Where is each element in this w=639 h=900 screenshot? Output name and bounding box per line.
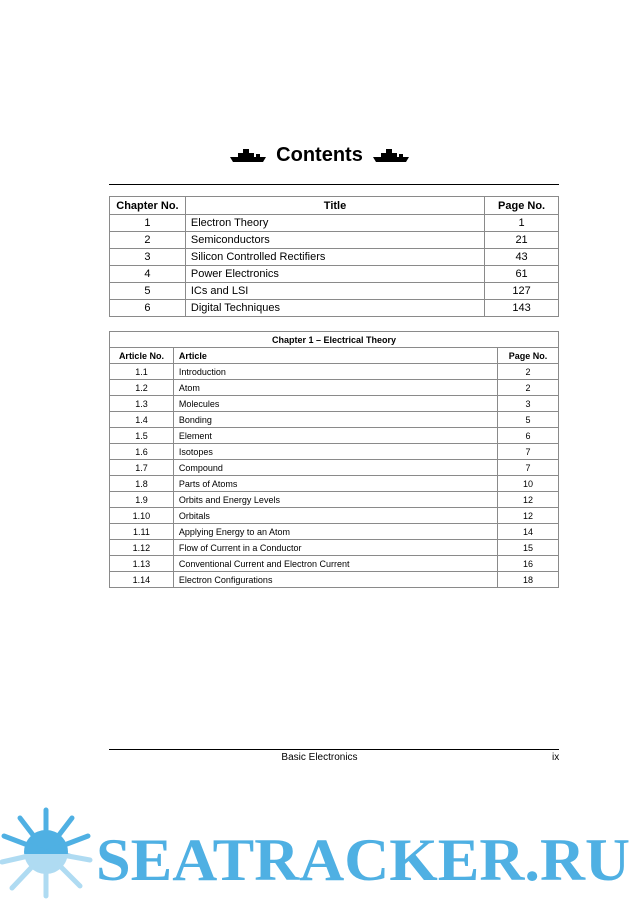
number-cell: 4 bbox=[110, 266, 186, 283]
page-cell: 2 bbox=[498, 380, 559, 396]
table-row bbox=[110, 444, 559, 460]
table-row bbox=[110, 540, 559, 556]
title-cell: Silicon Controlled Rectifiers bbox=[185, 249, 484, 266]
page-cell: 61 bbox=[485, 266, 559, 283]
title-cell: Parts of Atoms bbox=[173, 476, 497, 492]
table-row bbox=[110, 572, 559, 588]
title-cell: Molecules bbox=[173, 396, 497, 412]
page-cell: 7 bbox=[498, 460, 559, 476]
title-cell: Compound bbox=[173, 460, 497, 476]
page-cell: 16 bbox=[498, 556, 559, 572]
number-cell: 2 bbox=[110, 232, 186, 249]
title-cell: Electron Theory bbox=[185, 215, 484, 232]
page-cell: 1 bbox=[485, 215, 559, 232]
title-cell: Applying Energy to an Atom bbox=[173, 524, 497, 540]
column-header: Article No. bbox=[110, 348, 174, 364]
page-cell: 3 bbox=[498, 396, 559, 412]
title-cell: ICs and LSI bbox=[185, 283, 484, 300]
chapter-1-table bbox=[109, 331, 559, 588]
table-row bbox=[110, 266, 559, 283]
table-row bbox=[110, 364, 559, 380]
table-row bbox=[110, 492, 559, 508]
number-cell: 1.1 bbox=[110, 364, 174, 380]
page-cell: 12 bbox=[498, 508, 559, 524]
number-cell: 1.12 bbox=[110, 540, 174, 556]
ship-icon bbox=[230, 149, 266, 163]
table-row bbox=[110, 300, 559, 317]
footer-book-title: Basic Electronics bbox=[281, 752, 358, 763]
table-row bbox=[110, 476, 559, 492]
page-cell: 18 bbox=[498, 572, 559, 588]
footer-page-number: ix bbox=[552, 752, 560, 763]
watermark-text: SEATRACKER.RU bbox=[96, 827, 630, 893]
number-cell: 1.14 bbox=[110, 572, 174, 588]
table-row bbox=[110, 508, 559, 524]
number-cell: 1.6 bbox=[110, 444, 174, 460]
column-header: Page No. bbox=[498, 348, 559, 364]
number-cell: 1.5 bbox=[110, 428, 174, 444]
title-cell: Isotopes bbox=[173, 444, 497, 460]
page-cell: 43 bbox=[485, 249, 559, 266]
table-row bbox=[110, 556, 559, 572]
table-row bbox=[110, 524, 559, 540]
column-header: Article bbox=[173, 348, 497, 364]
title-cell: Conventional Current and Electron Current bbox=[173, 556, 497, 572]
top-divider bbox=[109, 184, 559, 185]
page-cell: 7 bbox=[498, 444, 559, 460]
chapter-caption: Chapter 1 – Electrical Theory bbox=[110, 332, 559, 348]
table-row bbox=[110, 428, 559, 444]
number-cell: 1.4 bbox=[110, 412, 174, 428]
title-cell: Introduction bbox=[173, 364, 497, 380]
watermark-logo bbox=[0, 800, 639, 900]
title-cell: Orbitals bbox=[173, 508, 497, 524]
sun-icon bbox=[0, 810, 96, 900]
footer-divider bbox=[109, 749, 559, 750]
column-header: Chapter No. bbox=[110, 197, 186, 215]
number-cell: 1.3 bbox=[110, 396, 174, 412]
page-cell: 143 bbox=[485, 300, 559, 317]
title-cell: Electron Configurations bbox=[173, 572, 497, 588]
page-cell: 2 bbox=[498, 364, 559, 380]
number-cell: 1 bbox=[110, 215, 186, 232]
number-cell: 5 bbox=[110, 283, 186, 300]
number-cell: 6 bbox=[110, 300, 186, 317]
number-cell: 1.13 bbox=[110, 556, 174, 572]
table-row bbox=[110, 232, 559, 249]
title-cell: Flow of Current in a Conductor bbox=[173, 540, 497, 556]
number-cell: 3 bbox=[110, 249, 186, 266]
page-cell: 127 bbox=[485, 283, 559, 300]
contents-heading bbox=[0, 144, 639, 167]
page-cell: 6 bbox=[498, 428, 559, 444]
page-cell: 12 bbox=[498, 492, 559, 508]
number-cell: 1.10 bbox=[110, 508, 174, 524]
page-cell: 5 bbox=[498, 412, 559, 428]
column-header: Title bbox=[185, 197, 484, 215]
number-cell: 1.11 bbox=[110, 524, 174, 540]
page-cell: 14 bbox=[498, 524, 559, 540]
column-header: Page No. bbox=[485, 197, 559, 215]
number-cell: 1.2 bbox=[110, 380, 174, 396]
title-cell: Orbits and Energy Levels bbox=[173, 492, 497, 508]
page-title: Contents bbox=[276, 144, 363, 166]
table-row bbox=[110, 215, 559, 232]
table-row bbox=[110, 249, 559, 266]
number-cell: 1.7 bbox=[110, 460, 174, 476]
title-cell: Bonding bbox=[173, 412, 497, 428]
table-row bbox=[110, 460, 559, 476]
number-cell: 1.8 bbox=[110, 476, 174, 492]
table-row bbox=[110, 380, 559, 396]
title-cell: Semiconductors bbox=[185, 232, 484, 249]
table-row bbox=[110, 412, 559, 428]
page-cell: 15 bbox=[498, 540, 559, 556]
title-cell: Digital Techniques bbox=[185, 300, 484, 317]
number-cell: 1.9 bbox=[110, 492, 174, 508]
table-row bbox=[110, 396, 559, 412]
contents-table bbox=[109, 196, 559, 317]
page-cell: 21 bbox=[485, 232, 559, 249]
ship-icon bbox=[373, 149, 409, 163]
title-cell: Atom bbox=[173, 380, 497, 396]
title-cell: Element bbox=[173, 428, 497, 444]
table-row bbox=[110, 283, 559, 300]
title-cell: Power Electronics bbox=[185, 266, 484, 283]
page-cell: 10 bbox=[498, 476, 559, 492]
